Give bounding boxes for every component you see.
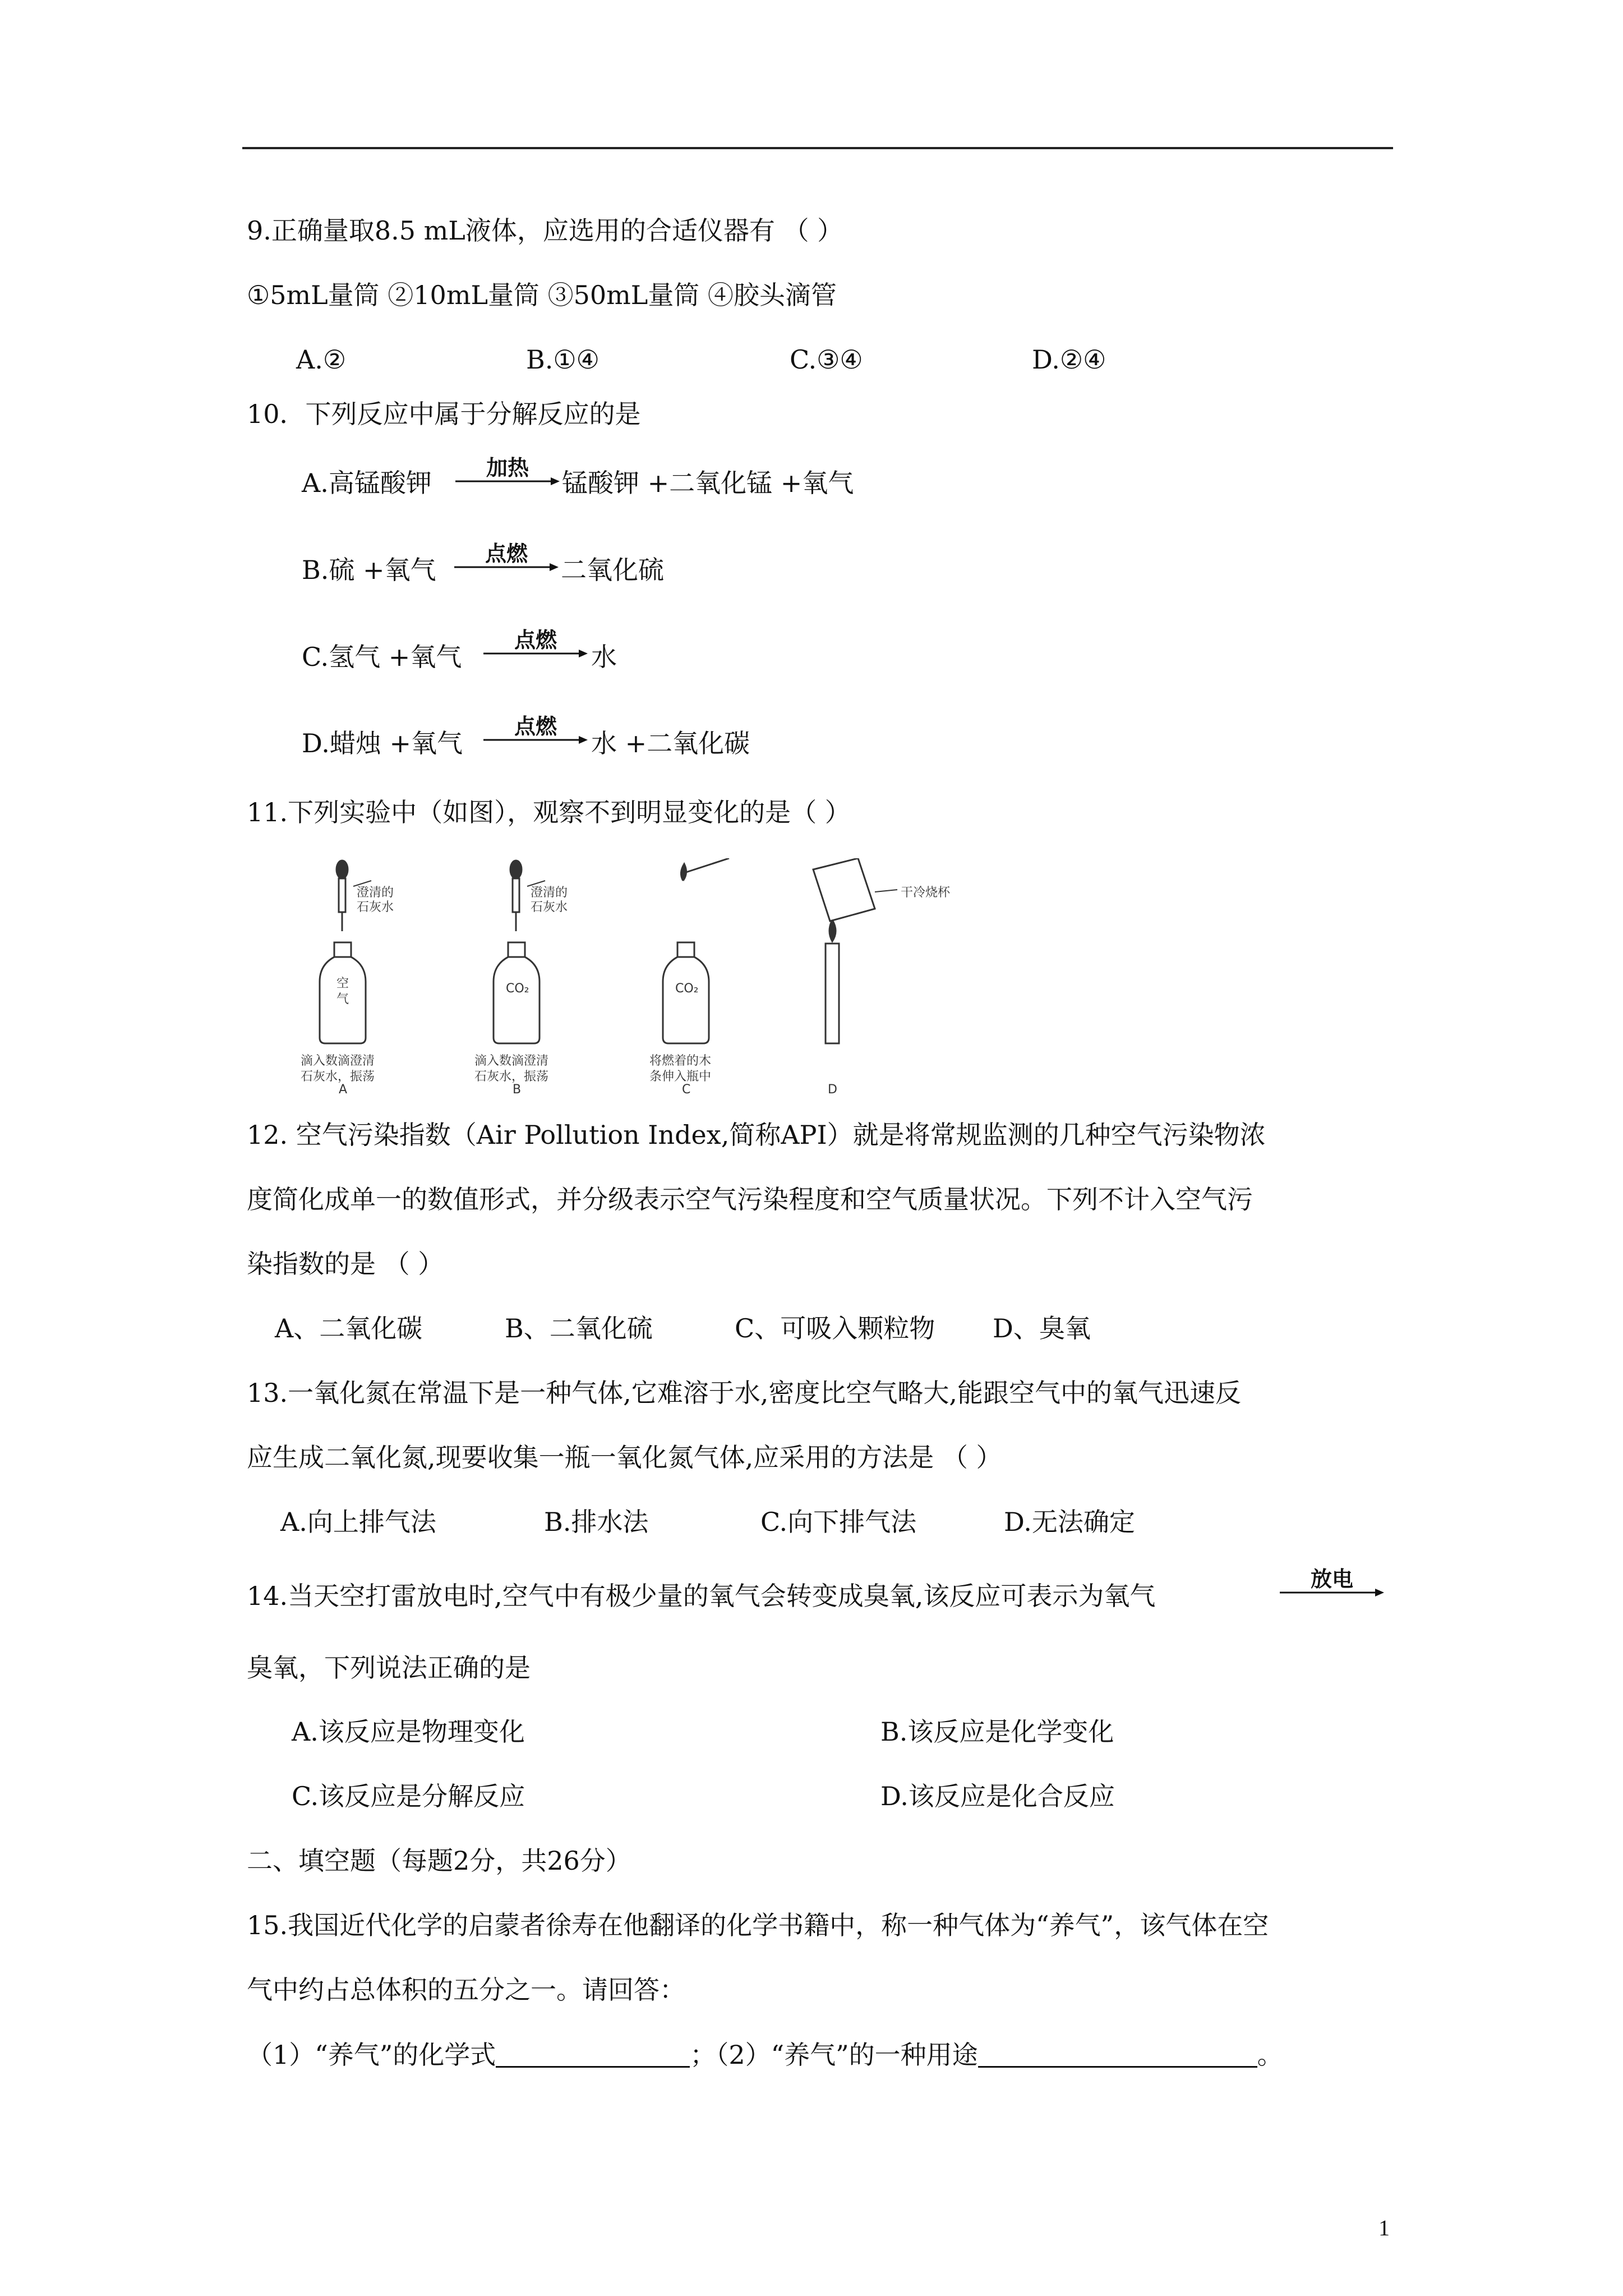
reaction-condition: 点燃	[514, 714, 557, 739]
q12-line1: 12. 空气污染指数（Air Pollution Index,简称API）就是将常规监测的几种空气污染物浓	[247, 1120, 1266, 1150]
q10-option-c	[302, 644, 462, 670]
q9-option-d: D.②④	[1032, 344, 1106, 375]
header-rule	[242, 147, 1393, 149]
q10-option-a	[302, 470, 432, 496]
reaction-arrow-q14	[1280, 1568, 1384, 1598]
products: 锰酸钾 +二氧化锰 +氧气	[562, 468, 854, 498]
q9-option-c: C.③④	[790, 344, 863, 375]
products: 水	[591, 642, 617, 672]
q15-part2: （2）“养气”的一种用途	[716, 2040, 978, 2070]
page-number: 1	[1378, 2215, 1390, 2240]
q12-option-b: B、二氧化硫	[505, 1313, 653, 1343]
reactants: 高锰酸钾	[328, 468, 432, 498]
arrow-icon	[1280, 1588, 1384, 1598]
q14-option-b: B.该反应是化学变化	[880, 1717, 1114, 1747]
dropper-label-a2: 石灰水	[357, 900, 394, 914]
figure-letter-b: B	[513, 1083, 522, 1097]
burning-splint-c	[681, 858, 729, 881]
q15-line2: 气中约占总体积的五分之一。请回答：	[247, 1975, 685, 2005]
q9-instruments: ①5mL量筒 ②10mL量筒 ③50mL量筒 ④胶头滴管	[247, 280, 837, 310]
figure-letter-a: A	[339, 1083, 348, 1097]
caption-c1: 将燃着的木	[649, 1054, 712, 1068]
reactants: 氢气 +氧气	[329, 642, 462, 672]
beaker-label-d: 干冷烧杯	[901, 886, 951, 900]
dropper-label-b1: 澄清的	[531, 886, 568, 900]
q14-line1: 14.当天空打雷放电时,空气中有极少量的氧气会转变成臭氧,该反应可表示为氧气	[247, 1581, 1156, 1611]
q9-stem: 9.正确量取8.5 mL液体，应选用的合适仪器有 （ ）	[247, 215, 843, 246]
q15-answer-line	[247, 2042, 1283, 2068]
option-prefix: A.	[302, 468, 329, 498]
q13-option-a: A.向上排气法	[280, 1507, 436, 1537]
products: 二氧化硫	[561, 555, 664, 585]
q12-option-c: C、可吸入颗粒物	[735, 1313, 935, 1343]
q15-part1: （1）“养气”的化学式	[247, 2040, 496, 2070]
q13-option-d: D.无法确定	[1004, 1507, 1135, 1537]
reaction-condition: 点燃	[485, 541, 528, 566]
reaction-arrow-d	[483, 716, 588, 745]
reactants: 硫 +氧气	[329, 555, 436, 585]
option-prefix: B.	[302, 555, 329, 585]
q12-option-a: A、二氧化碳	[275, 1313, 423, 1343]
q12-line2: 度简化成单一的数值形式，并分级表示空气污染程度和空气质量状况。下列不计入空气污	[247, 1184, 1253, 1214]
option-prefix: C.	[302, 642, 329, 672]
figure-letter-d: D	[828, 1083, 837, 1097]
caption-c2: 条伸入瓶中	[649, 1070, 712, 1084]
q13-option-b: B.排水法	[544, 1507, 649, 1537]
caption-b1: 滴入数滴澄清	[474, 1054, 549, 1068]
q15-end: 。	[1257, 2040, 1283, 2070]
reaction-arrow-c	[483, 629, 588, 659]
beaker-d	[813, 858, 897, 921]
answer-blank-formula[interactable]	[496, 2044, 690, 2068]
q9-option-b: B.①④	[526, 344, 600, 375]
reactants: 蜡烛 +氧气	[329, 728, 463, 758]
q13-option-c: C.向下排气法	[760, 1507, 917, 1537]
q15-line1: 15.我国近代化学的启蒙者徐寿在他翻译的化学书籍中，称一种气体为“养气”，该气体在空	[247, 1910, 1269, 1940]
q14-line2: 臭氧，下列说法正确的是	[247, 1653, 531, 1683]
dropper-label-a1: 澄清的	[357, 886, 394, 900]
candle-d	[826, 920, 839, 1043]
q10-option-b	[302, 557, 436, 583]
q13-line1: 13.一氧化氮在常温下是一种气体,它难溶于水,密度比空气略大,能跟空气中的氧气迅速反	[247, 1378, 1242, 1408]
arrow-icon	[454, 562, 559, 572]
products: 水 +二氧化碳	[591, 728, 750, 758]
answer-blank-use[interactable]	[978, 2044, 1257, 2068]
arrow-icon	[455, 476, 560, 486]
option-prefix: D.	[302, 728, 330, 758]
figure-letter-c: C	[682, 1083, 691, 1097]
bottle-label-c: CO₂	[675, 982, 699, 996]
caption-a2: 石灰水，振荡	[301, 1070, 375, 1084]
bottle-label-b: CO₂	[506, 982, 529, 996]
caption-b2: 石灰水，振荡	[474, 1070, 549, 1084]
reaction-condition: 点燃	[514, 628, 557, 652]
dropper-label-b2: 石灰水	[531, 900, 568, 914]
q12-line3: 染指数的是 （ ）	[247, 1249, 444, 1279]
reaction-condition: 加热	[486, 455, 529, 480]
q12-option-d: D、臭氧	[993, 1313, 1091, 1343]
q15-sep: ；	[690, 2040, 716, 2070]
bottle-label-a2: 气	[336, 992, 349, 1006]
q11-figure	[292, 858, 965, 1097]
caption-a1: 滴入数滴澄清	[301, 1054, 375, 1068]
reaction-condition: 放电	[1310, 1567, 1353, 1591]
q11-stem: 11.下列实验中（如图），观察不到明显变化的是（ ）	[247, 797, 851, 827]
reaction-arrow-b	[454, 543, 559, 572]
reaction-arrow-a	[455, 457, 560, 486]
arrow-icon	[483, 735, 588, 745]
section-title: 二、填空题（每题2分，共26分）	[247, 1846, 631, 1876]
q14-option-d: D.该反应是化合反应	[880, 1781, 1115, 1811]
q10-stem: 10．下列反应中属于分解反应的是	[247, 399, 641, 429]
q14-option-c: C.该反应是分解反应	[292, 1781, 525, 1811]
q9-option-a: A.②	[296, 344, 347, 375]
bottle-label-a1: 空	[336, 977, 349, 991]
q13-line2: 应生成二氧化氮,现要收集一瓶一氧化氮气体,应采用的方法是 （ ）	[247, 1442, 1002, 1473]
q14-option-a: A.该反应是物理变化	[292, 1717, 525, 1747]
arrow-icon	[483, 648, 588, 659]
q10-option-d	[302, 730, 463, 756]
